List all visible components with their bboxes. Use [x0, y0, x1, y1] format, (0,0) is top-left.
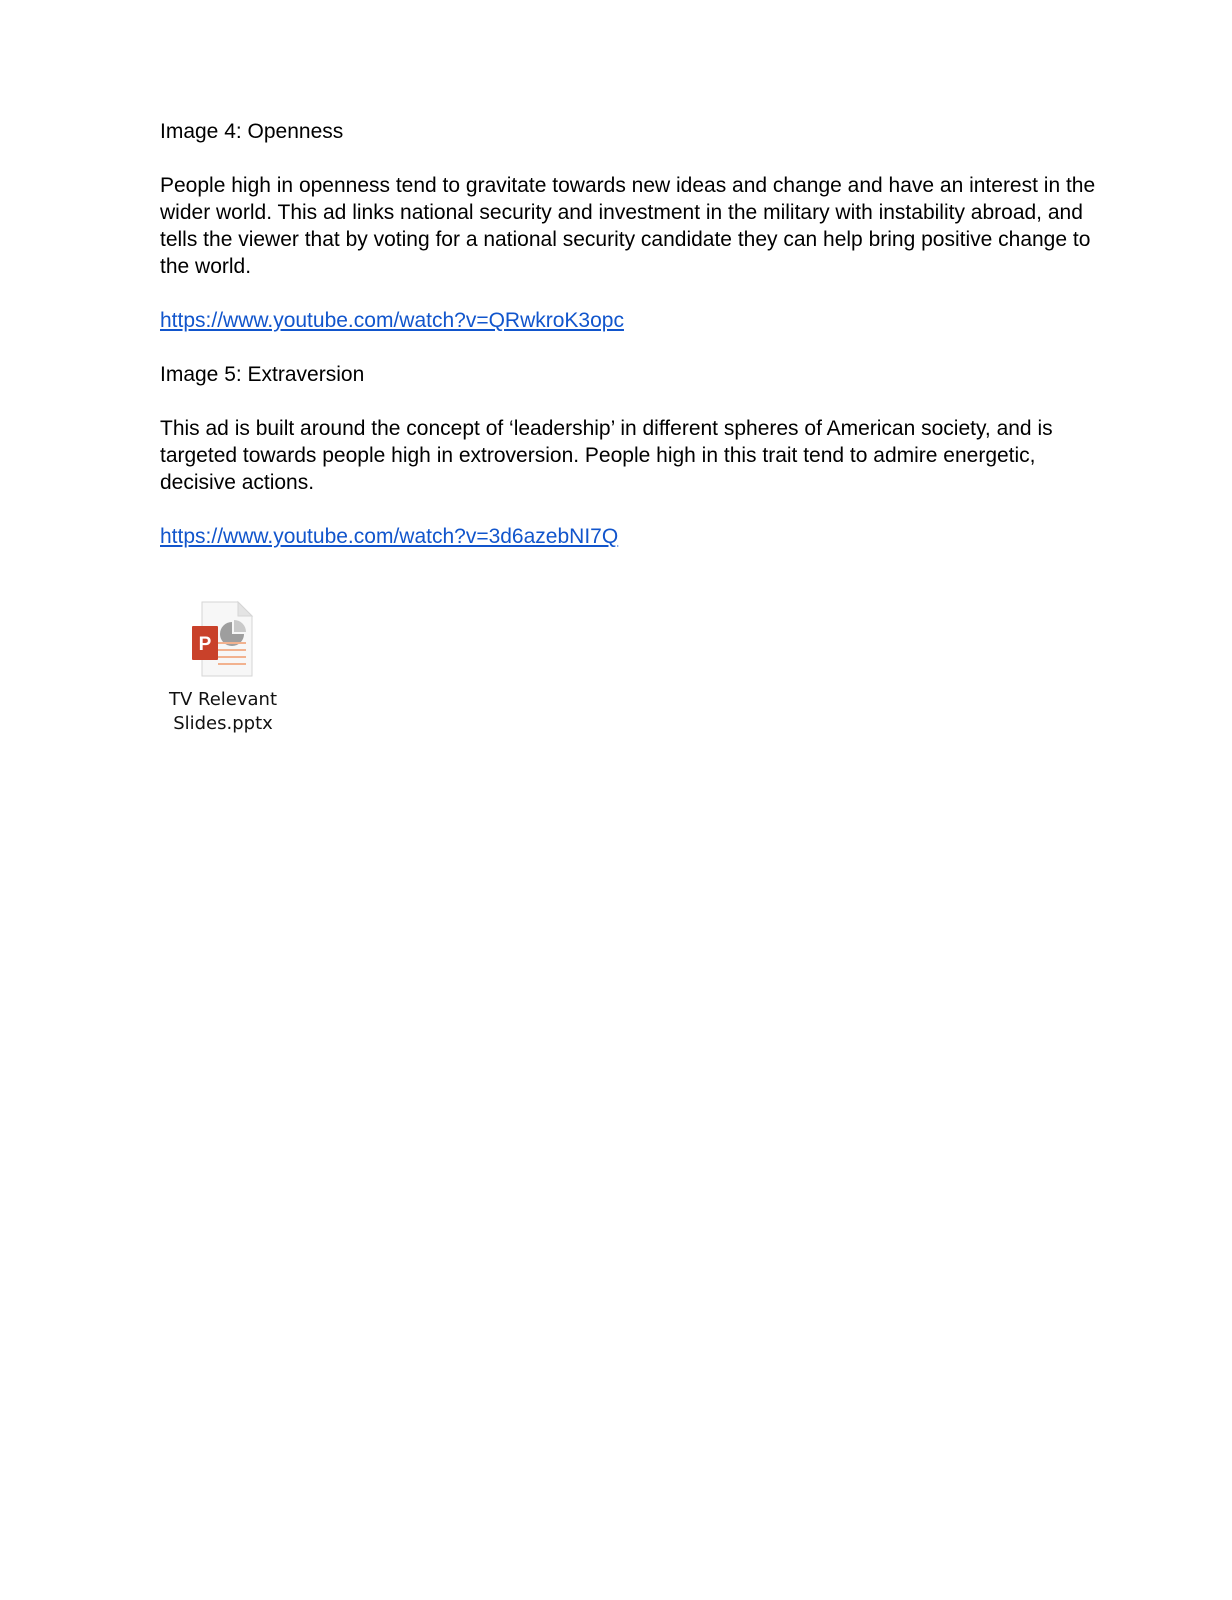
paragraph-openness: People high in openness tend to gravitate towards new ideas and change and have an interest in the wider world. This ad links national security and investment in the military with instability abroad, and tells the viewer that by voting for a national security candidate they can help bring positive change to the world. — [160, 174, 1096, 278]
section-title-extraversion: Image 5: Extraversion — [160, 363, 365, 386]
youtube-link-extraversion[interactable]: https://www.youtube.com/watch?v=3d6azebNI7Q — [160, 525, 619, 548]
pptx-attachment[interactable] — [158, 600, 288, 736]
attachment-filename-line-1: TV Relevant — [168, 689, 278, 710]
link-paragraph-extraversion — [160, 523, 1110, 550]
powerpoint-file-icon — [188, 600, 258, 680]
link-paragraph-openness — [160, 307, 1110, 334]
document-body — [160, 118, 1110, 577]
svg-text:P: P — [198, 634, 212, 655]
youtube-link-openness[interactable]: https://www.youtube.com/watch?v=QRwkroK3opc — [160, 309, 624, 332]
paragraph-extraversion: This ad is built around the concept of ‘leadership’ in different spheres of American society, and is targeted towards people high in extroversion. People high in this trait tend to admire energetic, decisive actions. — [160, 417, 1053, 494]
attachment-filename-line-2: Slides.pptx — [173, 713, 273, 734]
attachment-filename — [158, 688, 288, 736]
section-title-openness: Image 4: Openness — [160, 120, 344, 143]
